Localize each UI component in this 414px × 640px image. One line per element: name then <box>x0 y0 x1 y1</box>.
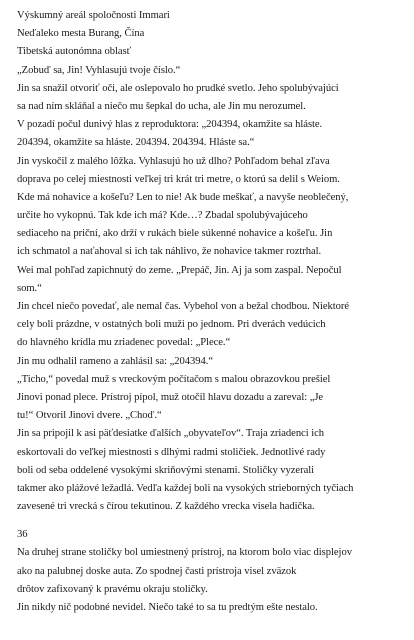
text-line: Jin nikdy nič podobné nevidel. Niečo také to sa tu predtým ešte nestalo. <box>17 602 318 613</box>
text-line: takmer ako plážové ležadlá. Vedľa každej boli na vysokých strieborných tyčiach <box>17 482 354 494</box>
text-line: cely boli prázdne, v ostatných boli muži po jednom. Pri dverách vedúcich <box>17 319 326 331</box>
text-line: Neďaleko mesta Burang, Čína <box>17 28 145 40</box>
text-line: Jin chcel niečo povedať, ale nemal čas. Vybehol von a bežal chodbou. Niektoré <box>17 301 350 312</box>
text-line: Jin sa snažil otvoriť oči, ale oslepovalo ho prudké svetlo. Jeho spolubývajúci <box>17 82 339 94</box>
text-line: „Zobuď sa, Jin! Vyhlasujú tvoje číslo.“ <box>17 64 181 76</box>
text-line: do hlavného krídla mu zriadenec povedal: „Plece.“ <box>17 337 231 349</box>
text-line: sediaceho na priční, ako drží v rukách biele súkenné nohavice a košeľu. Jin <box>17 228 333 240</box>
text-line: som.“ <box>17 282 42 294</box>
text-line: 204394, okamžite sa hláste. 204394. 204394. Hláste sa.“ <box>17 137 255 149</box>
text-line: boli od seba oddelené vysokými skriňovými stenami. Stoličky vyzerali <box>17 464 315 476</box>
text-line: Kde má nohavice a košeľu? Len to nie! Ak bude meškať, a navyše neoblečený, <box>17 191 349 203</box>
spacer <box>17 516 404 526</box>
text-line: V pozadí počul dunivý hlas z reproduktora: „204394, okamžite sa hláste. <box>17 119 323 131</box>
text-line: určite ho vykopnú. Tak kde ich má? Kde…? Zbadal spolubývajúceho <box>17 210 308 222</box>
text-line: Výskumný areál spoločnosti Immari <box>17 10 170 21</box>
text-line: Jin sa pripojil k asi päťdesiatke ďalších „obyvateľov“. Traja zriadenci ich <box>17 428 324 440</box>
text-line: Jinovi ponad plece. Prístroj pípol, muž otočil hlavu dozadu a zareval: „Je <box>17 391 324 403</box>
text-line: eskortovali do veľkej miestnosti s dlhými radmi stoličiek. Jednotlivé rady <box>17 446 326 458</box>
text-line: ich schmatol a naťahoval si ich tak náhlivo, že nohavice takmer roztrhal. <box>17 246 322 258</box>
text-line: Wei mal pohľad zapichnutý do zeme. „Prepáč, Jin. Aj ja som zaspal. Nepočul <box>17 264 342 276</box>
text-line: ako na palubnej doske auta. Zo spodnej časti prístroja visel zväzok <box>17 565 297 577</box>
text-line: Jin vyskočil z malého lôžka. Vyhlasujú ho už dlho? Pohľadom behal zľava <box>17 155 330 167</box>
text-line: „Ticho,“ povedal muž s vreckovým počítačom s malou obrazovkou prešiel <box>17 373 331 385</box>
text-line: tu!“ Otvoril Jinovi dvere. „Choď.“ <box>17 410 162 422</box>
text-line: doprava po celej miestnosti veľkej tri krát tri metre, o ktorú sa delil s Weiom. <box>17 173 340 185</box>
page-number: 36 <box>17 529 28 541</box>
text-line: sa nad ním skláňal a niečo mu šepkal do ucha, ale Jin mu nerozumel. <box>17 100 306 112</box>
text-block-continued <box>17 544 404 617</box>
text-block-main <box>17 7 404 516</box>
text-line: Na druhej strane stoličky bol umiestnený prístroj, na ktorom bolo viac displejov <box>17 547 352 559</box>
text-line: Tibetská autonómna oblasť <box>17 46 132 58</box>
text-line: Jin mu odhalil rameno a zahlásil sa: „204394.“ <box>17 355 213 367</box>
text-line: zavesené tri vrecká s čírou tekutinou. Z každého vrecka visela hadička. <box>17 501 315 513</box>
text-line: drôtov zafixovaný k pravému okraju stoličky. <box>17 583 208 595</box>
